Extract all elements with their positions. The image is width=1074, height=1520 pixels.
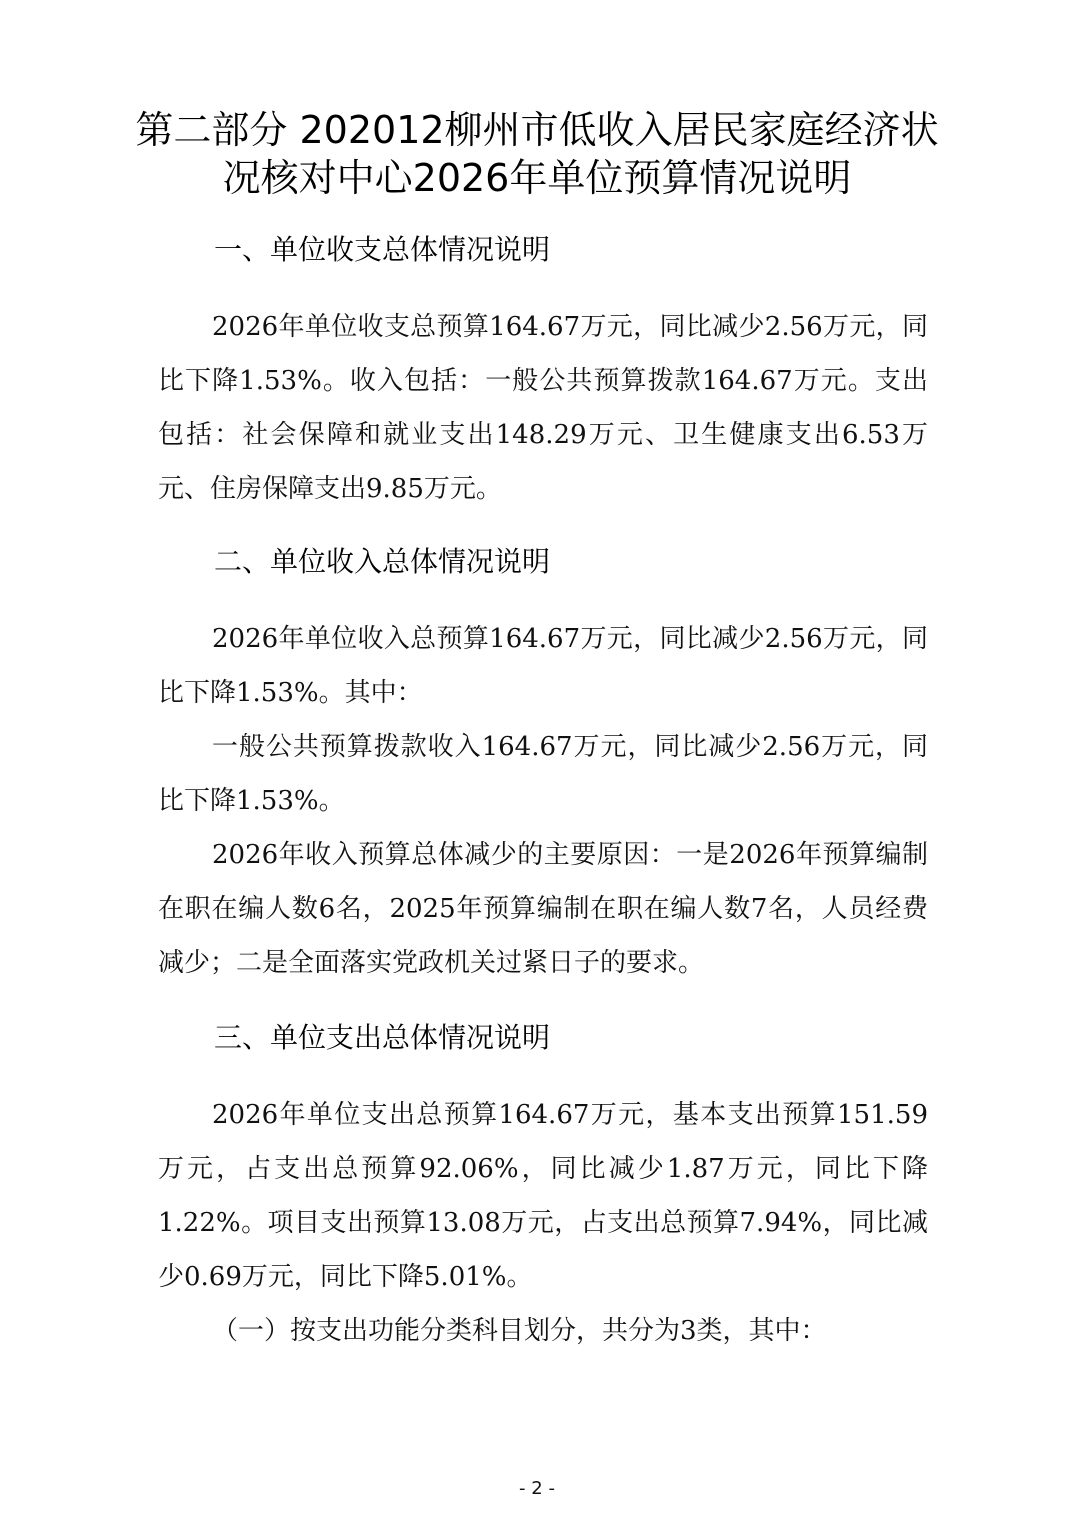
section-2-paragraph-2: 一般公共预算拨款收入164.67万元，同比减少2.56万元，同比下降1.53%。 <box>158 732 928 816</box>
section-1-paragraph-1: 2026年单位收支总预算164.67万元，同比减少2.56万元，同比下降1.53%。收入包括：一般公共预算拨款164.67万元。支出包括：社会保障和就业支出148.29万元、卫生健康支出6.53万元、住房保障支出9.85万元。 <box>158 312 928 504</box>
section-heading-3: 三、单位支出总体情况说明 <box>214 1021 551 1054</box>
section-3-paragraph-2: （一）按支出功能分类科目划分，共分为3类，其中： <box>212 1316 827 1346</box>
section-3-paragraph-1: 2026年单位支出总预算164.67万元，基本支出预算151.59万元，占支出总预算92.06%，同比减少1.87万元，同比下降1.22%。项目支出预算13.08万元，占支出总预算7.94%，同比减少0.69万元，同比下降5.01%。 <box>158 1100 928 1292</box>
page-number: - 2 - <box>519 1478 555 1499</box>
section-heading-2: 二、单位收入总体情况说明 <box>214 545 551 578</box>
section-2-paragraph-3: 2026年收入预算总体减少的主要原因：一是2026年预算编制在职在编人数6名，2025年预算编制在职在编人数7名，人员经费减少；二是全面落实党政机关过紧日子的要求。 <box>158 840 928 978</box>
document-title: 第二部分 202012柳州市低收入居民家庭经济状况核对中心2026年单位预算情况说明 <box>135 108 939 200</box>
section-heading-1: 一、单位收支总体情况说明 <box>214 233 551 266</box>
section-2-paragraph-1: 2026年单位收入总预算164.67万元，同比减少2.56万元，同比下降1.53%。其中： <box>158 624 928 708</box>
